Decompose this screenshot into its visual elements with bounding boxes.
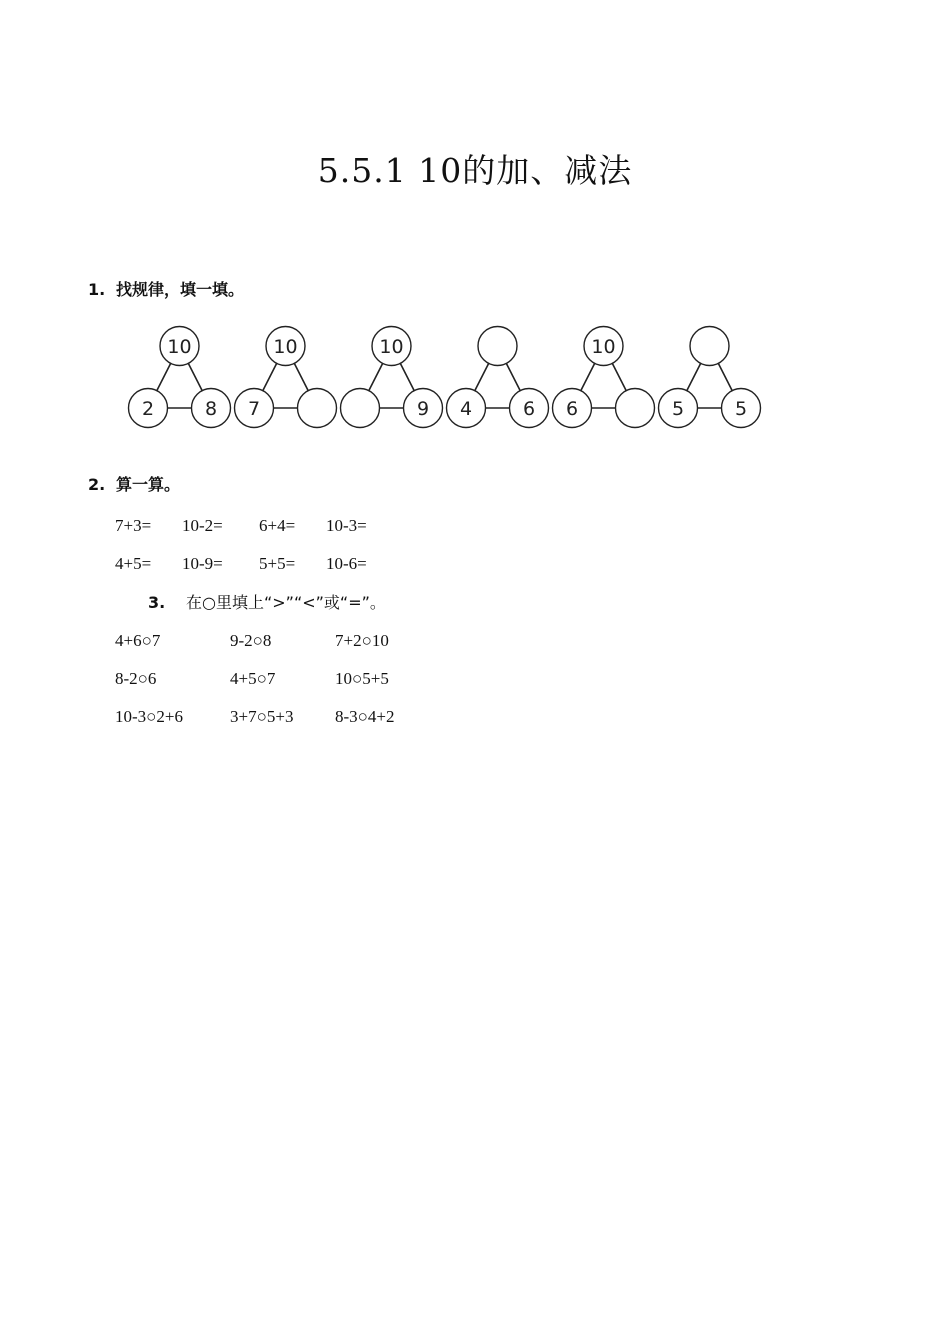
compare-item: 3+7○5+3	[230, 707, 294, 726]
number-triangle	[553, 327, 655, 428]
question-instruction: 在○里填上“>”“<”或“=”。	[186, 593, 386, 612]
triangle-number-left: 4	[459, 398, 473, 420]
number-triangle	[129, 327, 231, 428]
page-title: 5.5.1 10的加、减法	[317, 151, 633, 190]
question-2-heading	[88, 474, 180, 496]
number-triangle	[341, 327, 443, 428]
compare-item: 9-2○8	[230, 631, 272, 650]
triangle-number-left: 5	[671, 398, 685, 420]
triangle-edge	[506, 363, 520, 390]
triangle-number-right: 5	[734, 398, 748, 420]
compare-item: 4+6○7	[115, 631, 161, 650]
triangle-edge	[188, 363, 202, 390]
triangle-number-top: 10	[167, 336, 192, 358]
triangle-edge	[612, 363, 626, 390]
calc-item: 10-3=	[326, 516, 367, 535]
number-triangles	[0, 0, 950, 450]
question-instruction: 找规律，填一填。	[116, 280, 245, 299]
compare-item: 10○5+5	[335, 669, 389, 688]
number-triangle	[659, 327, 761, 428]
calc-item: 5+5=	[259, 554, 296, 573]
triangle-edge	[369, 363, 383, 390]
triangle-circle-right	[298, 389, 337, 428]
question-number: 3.	[148, 593, 166, 612]
triangle-circle-top	[478, 327, 517, 366]
triangle-circle-left	[341, 389, 380, 428]
triangle-number-left: 6	[565, 398, 579, 420]
calc-item: 7+3=	[115, 516, 152, 535]
triangle-number-right: 6	[522, 398, 536, 420]
triangle-edge	[718, 363, 732, 390]
triangle-edge	[294, 363, 308, 390]
number-triangle	[235, 327, 337, 428]
triangle-number-right: 9	[416, 398, 430, 420]
triangle-number-right: 8	[204, 398, 218, 420]
compare-item: 8-2○6	[115, 669, 157, 688]
triangle-number-left: 7	[247, 398, 261, 420]
triangle-circle-right	[616, 389, 655, 428]
triangle-edge	[687, 363, 701, 390]
number-triangle	[447, 327, 549, 428]
calc-item: 10-6=	[326, 554, 367, 573]
triangle-edge	[157, 363, 171, 390]
triangle-number-top: 10	[273, 336, 298, 358]
triangle-number-top: 10	[591, 336, 616, 358]
triangle-edge	[581, 363, 595, 390]
calc-item: 10-2=	[182, 516, 223, 535]
question-number: 1.	[88, 280, 106, 299]
compare-item: 8-3○4+2	[335, 707, 395, 726]
question-instruction: 算一算。	[116, 475, 181, 494]
question-3-heading	[148, 592, 386, 614]
triangle-number-left: 2	[141, 398, 155, 420]
calc-item: 4+5=	[115, 554, 152, 573]
calc-item: 10-9=	[182, 554, 223, 573]
question-number: 2.	[88, 475, 106, 494]
triangle-number-top: 10	[379, 336, 404, 358]
compare-item: 4+5○7	[230, 669, 276, 688]
calc-item: 6+4=	[259, 516, 296, 535]
compare-item: 7+2○10	[335, 631, 389, 650]
triangle-circle-top	[690, 327, 729, 366]
triangle-edge	[400, 363, 414, 390]
triangle-edge	[263, 363, 277, 390]
compare-item: 10-3○2+6	[115, 707, 184, 726]
triangle-edge	[475, 363, 489, 390]
